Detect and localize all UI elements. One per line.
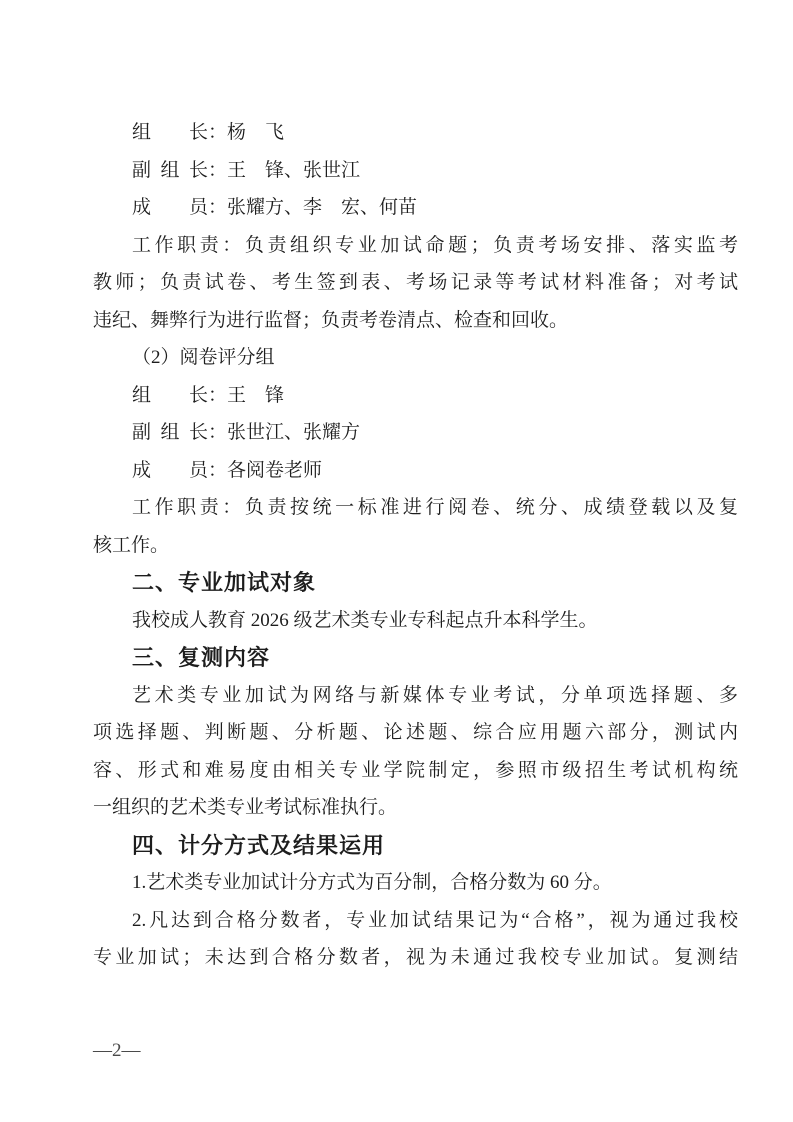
text-line: 成 员：各阅卷老师: [132, 459, 323, 481]
text-line: 成 员：张耀方、李 宏、何苗: [132, 197, 418, 218]
section-heading: 三、复测内容: [132, 645, 271, 670]
text-line: 2.凡达到合格分数者，专业加试结果记为“合格”，视为通过我校: [132, 909, 738, 931]
text-line: 副 组 长：王 锋、张世江: [132, 159, 361, 181]
text-line: （2）阅卷评分组: [132, 347, 275, 368]
section-heading: 二、专业加试对象: [132, 570, 317, 595]
document-body: [93, 114, 738, 977]
text-line: 1.艺术类专业加试计分方式为百分制，合格分数为 60 分。: [132, 872, 612, 893]
text-line: 专业加试；未达到合格分数者，视为未通过我校专业加试。复测结: [93, 947, 738, 968]
text-line: 一组织的艺术类专业考试标准执行。: [93, 797, 398, 818]
text-line: 核工作。: [93, 534, 170, 556]
text-line: 组 长：王 锋: [132, 384, 285, 406]
text-line: 项选择题、判断题、分析题、论述题、综合应用题六部分，测试内: [93, 722, 738, 743]
text-line: 容、形式和难易度由相关专业学院制定，参照市级招生考试机构统: [93, 759, 738, 781]
text-line: 工作职责：负责组织专业加试命题；负责考场安排、落实监考: [132, 234, 738, 256]
text-line: 违纪、舞弊行为进行监督；负责考卷清点、检查和回收。: [93, 309, 569, 331]
text-line: 组 长：杨 飞: [132, 122, 285, 143]
text-line: 艺术类专业加试为网络与新媒体专业考试，分单项选择题、多: [132, 684, 738, 706]
text-line: 教师；负责试卷、考生签到表、考场记录等考试材料准备；对考试: [93, 272, 738, 293]
page-number: —2—: [93, 1040, 141, 1061]
text-line: 副 组 长：张世江、张耀方: [132, 422, 361, 443]
text-line: 我校成人教育 2026 级艺术类专业专科起点升本科学生。: [132, 609, 598, 631]
section-heading: 四、计分方式及结果运用: [132, 832, 386, 858]
text-line: 工作职责：负责按统一标准进行阅卷、统分、成绩登载以及复: [132, 497, 738, 518]
